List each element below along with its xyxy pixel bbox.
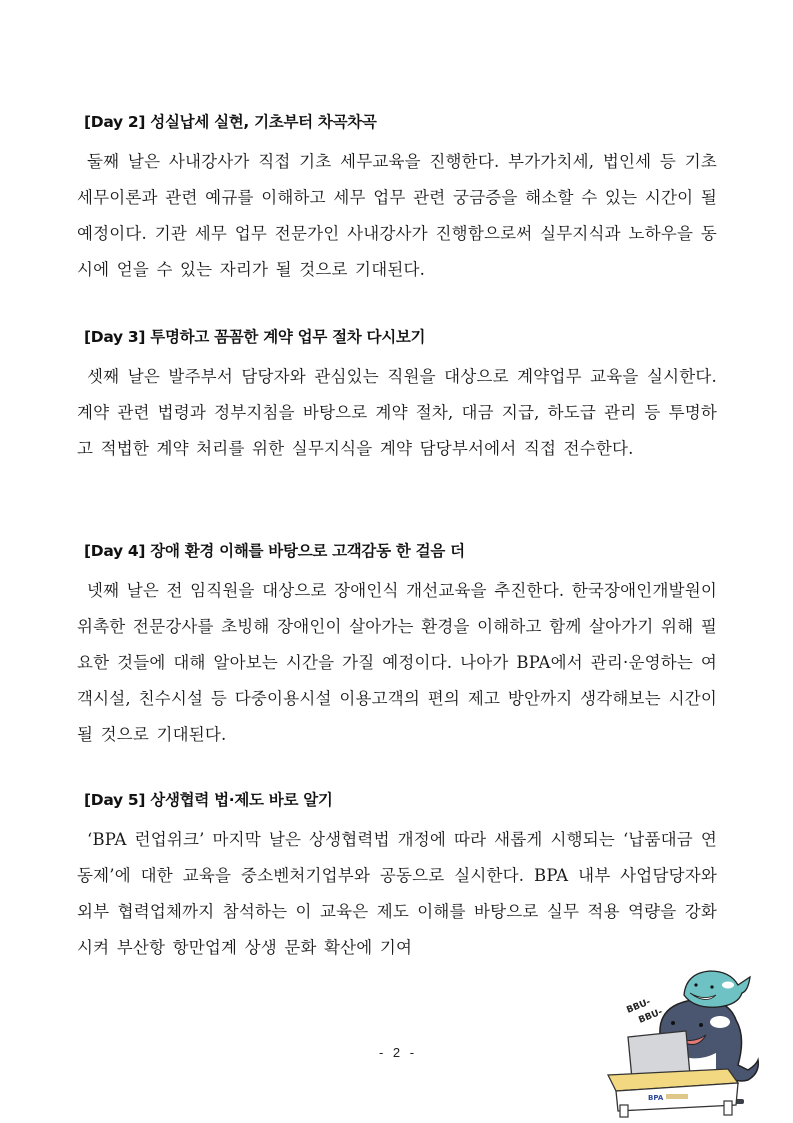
section-heading: [Day 3] 투명하고 꼼꼼한 계약 업무 절차 다시보기 <box>84 328 426 346</box>
speech-text-2: BBU- <box>637 1007 665 1026</box>
section-heading: [Day 4] 장애 환경 이해를 바탕으로 고객감동 한 걸음 더 <box>84 542 465 560</box>
section-day-2 <box>77 112 717 288</box>
desk-icon <box>608 1069 738 1117</box>
page-number: - 2 - <box>378 1045 415 1060</box>
section-body: ‘BPA 런업위크’ 마지막 날은 상생협력법 개정에 따라 새롭게 시행되는 ‘납품대금 연동제’에 대한 교육을 중소벤처기업부와 공동으로 실시한다. BPA 내부 사업담당자와 외부 협력업체까지 참석하는 이 교육은 제도 이해를 바탕으로 실무 적용 역량을 강화시켜 부산항 항만업계 상생 문화 확산에 기여 <box>77 830 717 957</box>
section-body: 셋째 날은 발주부서 담당자와 관심있는 직원을 대상으로 계약업무 교육을 실시한다. 계약 관련 법령과 정부지침을 바탕으로 계약 절차, 대금 지급, 하도급 관리 등 투명하고 적법한 계약 처리를 위한 실무지식을 계약 담당부서에서 직접 전수한다. <box>77 367 717 458</box>
whale-mascot-illustration <box>598 965 768 1120</box>
section-day-5 <box>77 790 717 966</box>
desk-logo: BPA <box>648 1094 664 1102</box>
baby-whale-character-icon <box>684 971 750 1007</box>
section-day-3 <box>77 327 717 467</box>
section-heading: [Day 5] 상생협력 법·제도 바로 알기 <box>84 791 333 809</box>
speech-text-1: BBU- <box>625 997 653 1016</box>
section-heading: [Day 2] 성실납세 실현, 기초부터 차곡차곡 <box>84 113 377 131</box>
section-day-4 <box>77 541 717 753</box>
section-body: 넷째 날은 전 임직원을 대상으로 장애인식 개선교육을 추진한다. 한국장애인개발원이 위촉한 전문강사를 초빙해 장애인이 살아가는 환경을 이해하고 함께 살아가기 위해 필요한 것들에 대해 알아보는 시간을 가질 예정이다. 나아가 BPA에서 관리·운영하는 여객시설, 친수시설 등 다중이용시설 이용고객의 편의 제고 방안까지 생각해보는 시간이 될 것으로 기대된다. <box>77 581 717 744</box>
section-body: 둘째 날은 사내강사가 직접 기초 세무교육을 진행한다. 부가가치세, 법인세 등 기초 세무이론과 관련 예규를 이해하고 세무 업무 관련 궁금증을 해소할 수 있는 시간이 될 예정이다. 기관 세무 업무 전문가인 사내강사가 진행함으로써 실무지식과 노하우을 동시에 얻을 수 있는 자리가 될 것으로 기대된다. <box>77 152 717 279</box>
